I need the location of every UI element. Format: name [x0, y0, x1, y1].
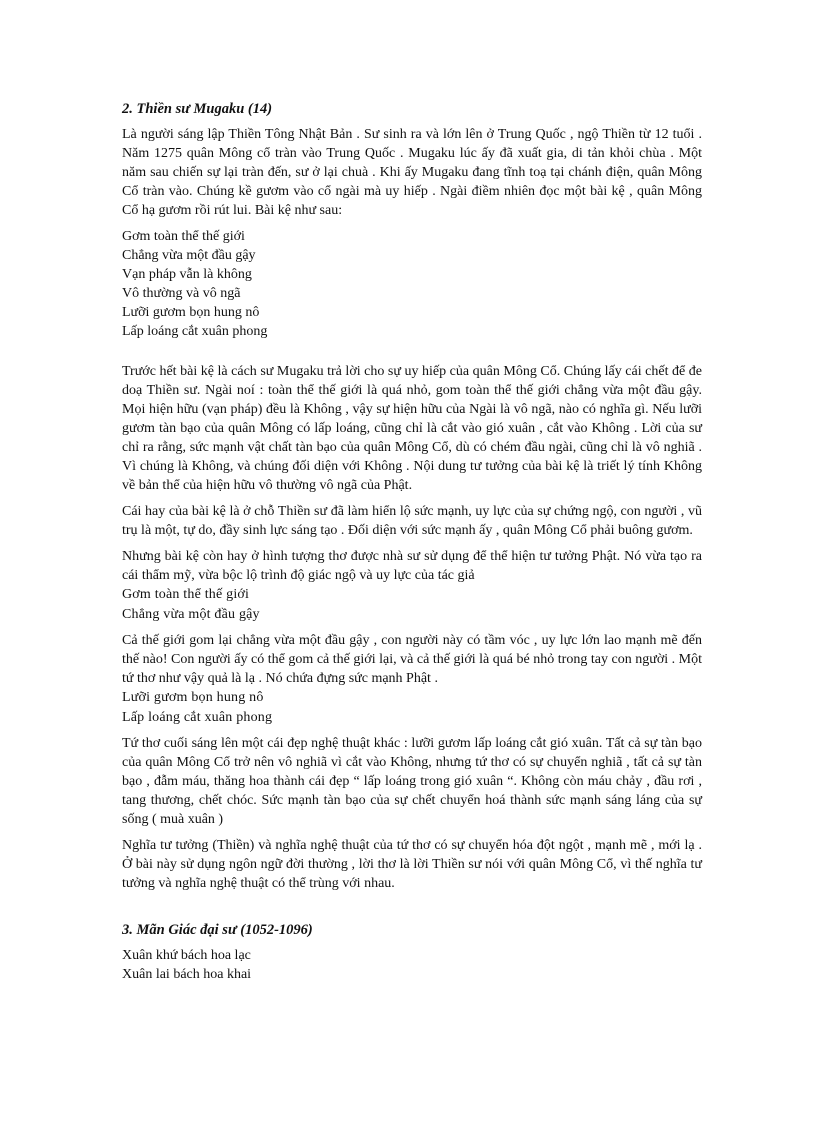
poem-line: Xuân khứ bách hoa lạc — [122, 948, 251, 963]
document-page — [122, 100, 702, 984]
quote-block-1 — [122, 585, 702, 625]
quote-line: Chẳng vừa một đầu gậy — [122, 607, 260, 622]
section-heading-man-giac: 3. Mãn Giác đại sư (1052-1096) — [122, 922, 313, 938]
quote-line: Lưỡi gươm bọn hung nô — [122, 690, 264, 705]
spacer — [122, 341, 702, 362]
quote-line: Lấp loáng cắt xuân phong — [122, 710, 273, 725]
poem-mugaku — [122, 227, 702, 341]
poem-line: Lấp loáng cắt xuân phong — [122, 324, 268, 339]
poem-line: Xuân lai bách hoa khai — [122, 967, 252, 982]
paragraph-analysis-1: Trước hết bài kệ là cách sư Mugaku trả lời cho sự uy hiếp của quân Mông Cổ. Chúng lấy cái chết để đe doạ Thiền sư. Ngài noí : toàn thể thế giới là quá nhỏ, gom toàn thể thế giới chẳng vừa một đầu gậy. Mọi hiện hữu (vạn pháp) đều là Không , vậy sự hiện hữu của Ngài là vô ngã, nào có nghĩa gì. Nếu lưỡi gươm tàn bạo của quân Mông có lấp loáng, cũng chỉ là cắt vào gió xuân , cắt vào Không . Lời của sư chỉ ra rằng, sức mạnh vật chất tàn bạo của quân Mông Cổ, dù có chém đầu ngài, cũng chỉ là vô nghiã . Vì chúng là Không, và chúng đối diện với Không . Nội dung tư tưởng của bài kệ là triết lý tính Không về bản thể của hiện hữu vô thường vô ngã của Phật. — [122, 364, 702, 493]
quote-line: Gơm toàn thể thế giới — [122, 587, 250, 602]
paragraph-analysis-4: Cả thế giới gom lại chẳng vừa một đầu gậy , con người này có tầm vóc , uy lực lớn lao mạnh mẽ đến thế nào! Con người ấy có thể gom cả thế giới lại, và cả thế giới là quá bé nhỏ trong tay con người . Một tứ thơ như vậy quả là lạ . Nó chứa đựng sức mạnh Phật . — [122, 633, 702, 686]
paragraph-analysis-5: Tứ thơ cuối sáng lên một cái đẹp nghệ thuật khác : lưỡi gươm lấp loáng cắt gió xuân. Tất cả sự tàn bạo của quân Mông Cổ trở nên vô nghiã vì cắt vào Không, nhưng tứ thơ có sự chuyển nghiã , tất cả sự tàn bạo , đẫm máu, thăng hoa thành cái đẹp “ lấp loáng trong gió xuân “. Không còn máu chảy , đầu rơi , tang thương, chết chóc. Sức mạnh tàn bạo của sự chết chuyển hoá thành sức mạnh sáng láng của sự sống ( muà xuân ) — [122, 736, 702, 827]
poem-line: Vạn pháp vẫn là không — [122, 267, 252, 282]
poem-line: Lưỡi gươm bọn hung nô — [122, 305, 260, 320]
spacer — [122, 900, 702, 921]
poem-line: Gơm toàn thể thế giới — [122, 229, 245, 244]
paragraph-analysis-3: Nhưng bài kệ còn hay ở hình tượng thơ được nhà sư sử dụng để thể hiện tư tưởng Phật. Nó vừa tạo ra cái thẩm mỹ, vừa bộc lộ trình độ giác ngộ và uy lực của tác giả — [122, 549, 702, 583]
paragraph-analysis-6: Nghĩa tư tưởng (Thiền) và nghĩa nghệ thuật của tứ thơ có sự chuyển hóa đột ngột , mạnh mẽ , mới lạ . Ở bài này sử dụng ngôn ngữ đời thường , lời thơ là lời Thiền sư nói với quân Mông Cổ, vì thế nghĩa tư tưởng và nghĩa nghệ thuật có thể trùng với nhau. — [122, 838, 702, 891]
poem-man-giac — [122, 946, 702, 984]
paragraph-analysis-2: Cái hay của bài kệ là ở chỗ Thiền sư đã làm hiển lộ sức mạnh, uy lực của sự chứng ngộ, con người , vũ trụ là một, tự do, đầy sinh lực sáng tạo . Đối diện với sức mạnh ấy , quân Mông Cổ phải buông gươm. — [122, 504, 702, 538]
poem-line: Vô thường và vô ngã — [122, 286, 241, 301]
poem-line: Chẳng vừa một đầu gậy — [122, 248, 256, 263]
section-heading-mugaku: 2. Thiền sư Mugaku (14) — [122, 101, 273, 117]
quote-block-2 — [122, 688, 702, 728]
paragraph-intro: Là người sáng lập Thiền Tông Nhật Bản . Sư sinh ra và lớn lên ở Trung Quốc , ngộ Thiền từ 12 tuổi . Năm 1275 quân Mông cổ tràn vào Trung Quốc . Mugaku lúc ấy đã xuất gia, di tản khỏi chùa . Một năm sau chiến sự lại tràn đến, sư ở lại chuà . Khi ấy Mugaku đang tĩnh toạ tại chánh điện, quân Mông Cổ tràn vào. Chúng kề gươm vào cổ ngài mà uy hiếp . Ngài điềm nhiên đọc một bài kệ , quân Mông Cổ hạ gươm rồi rút lui. Bài kệ như sau: — [122, 127, 702, 218]
